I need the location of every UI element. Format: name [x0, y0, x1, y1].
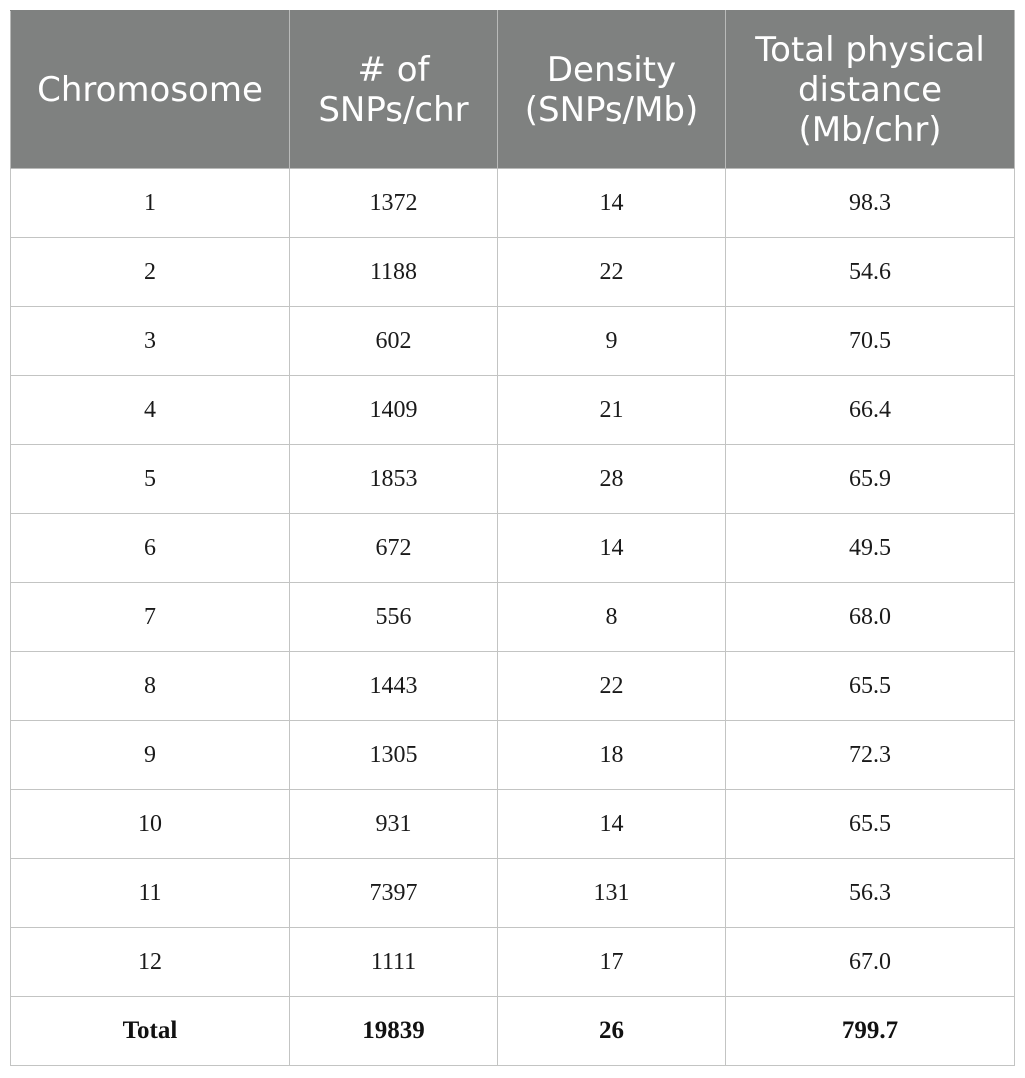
cell-chromosome: 1 [11, 169, 290, 238]
cell-density: 14 [498, 790, 726, 859]
cell-snps: 1305 [290, 721, 498, 790]
cell-chromosome: 10 [11, 790, 290, 859]
table-row [11, 652, 1015, 721]
cell-snps: 931 [290, 790, 498, 859]
table-row [11, 859, 1015, 928]
table-row [11, 514, 1015, 583]
cell-density: 28 [498, 445, 726, 514]
cell-snps: 672 [290, 514, 498, 583]
cell-density: 131 [498, 859, 726, 928]
cell-distance: 56.3 [726, 859, 1015, 928]
table-row [11, 238, 1015, 307]
cell-snps: 1853 [290, 445, 498, 514]
snp-density-table [10, 10, 1015, 1066]
cell-snps: 1409 [290, 376, 498, 445]
cell-chromosome: 6 [11, 514, 290, 583]
cell-snps: 556 [290, 583, 498, 652]
table-row [11, 376, 1015, 445]
table-row [11, 790, 1015, 859]
cell-distance: 54.6 [726, 238, 1015, 307]
total-snps: 19839 [290, 997, 498, 1066]
cell-chromosome: 12 [11, 928, 290, 997]
cell-chromosome: 8 [11, 652, 290, 721]
cell-snps: 1188 [290, 238, 498, 307]
cell-distance: 65.5 [726, 652, 1015, 721]
cell-chromosome: 11 [11, 859, 290, 928]
cell-snps: 7397 [290, 859, 498, 928]
cell-density: 14 [498, 169, 726, 238]
total-label: Total [11, 997, 290, 1066]
cell-snps: 1443 [290, 652, 498, 721]
header-chromosome: Chromosome [11, 11, 290, 169]
cell-snps: 1111 [290, 928, 498, 997]
cell-distance: 67.0 [726, 928, 1015, 997]
cell-density: 9 [498, 307, 726, 376]
cell-chromosome: 5 [11, 445, 290, 514]
table-total-row [11, 997, 1015, 1066]
cell-density: 22 [498, 652, 726, 721]
table-row [11, 583, 1015, 652]
cell-snps: 1372 [290, 169, 498, 238]
cell-density: 22 [498, 238, 726, 307]
table-row [11, 721, 1015, 790]
total-distance: 799.7 [726, 997, 1015, 1066]
cell-distance: 65.9 [726, 445, 1015, 514]
cell-chromosome: 7 [11, 583, 290, 652]
cell-distance: 49.5 [726, 514, 1015, 583]
cell-distance: 68.0 [726, 583, 1015, 652]
cell-snps: 602 [290, 307, 498, 376]
cell-density: 14 [498, 514, 726, 583]
cell-distance: 70.5 [726, 307, 1015, 376]
cell-distance: 66.4 [726, 376, 1015, 445]
cell-density: 8 [498, 583, 726, 652]
cell-distance: 65.5 [726, 790, 1015, 859]
cell-chromosome: 3 [11, 307, 290, 376]
table-row [11, 307, 1015, 376]
cell-density: 18 [498, 721, 726, 790]
cell-density: 17 [498, 928, 726, 997]
cell-chromosome: 9 [11, 721, 290, 790]
table-row [11, 928, 1015, 997]
header-density: Density (SNPs/Mb) [498, 11, 726, 169]
total-density: 26 [498, 997, 726, 1066]
table-row [11, 169, 1015, 238]
table-header-row [11, 11, 1015, 169]
cell-distance: 72.3 [726, 721, 1015, 790]
table-row [11, 445, 1015, 514]
header-snps-per-chr: # of SNPs/chr [290, 11, 498, 169]
cell-chromosome: 2 [11, 238, 290, 307]
cell-density: 21 [498, 376, 726, 445]
header-total-physical-distance: Total physical distance (Mb/chr) [726, 11, 1015, 169]
cell-distance: 98.3 [726, 169, 1015, 238]
cell-chromosome: 4 [11, 376, 290, 445]
